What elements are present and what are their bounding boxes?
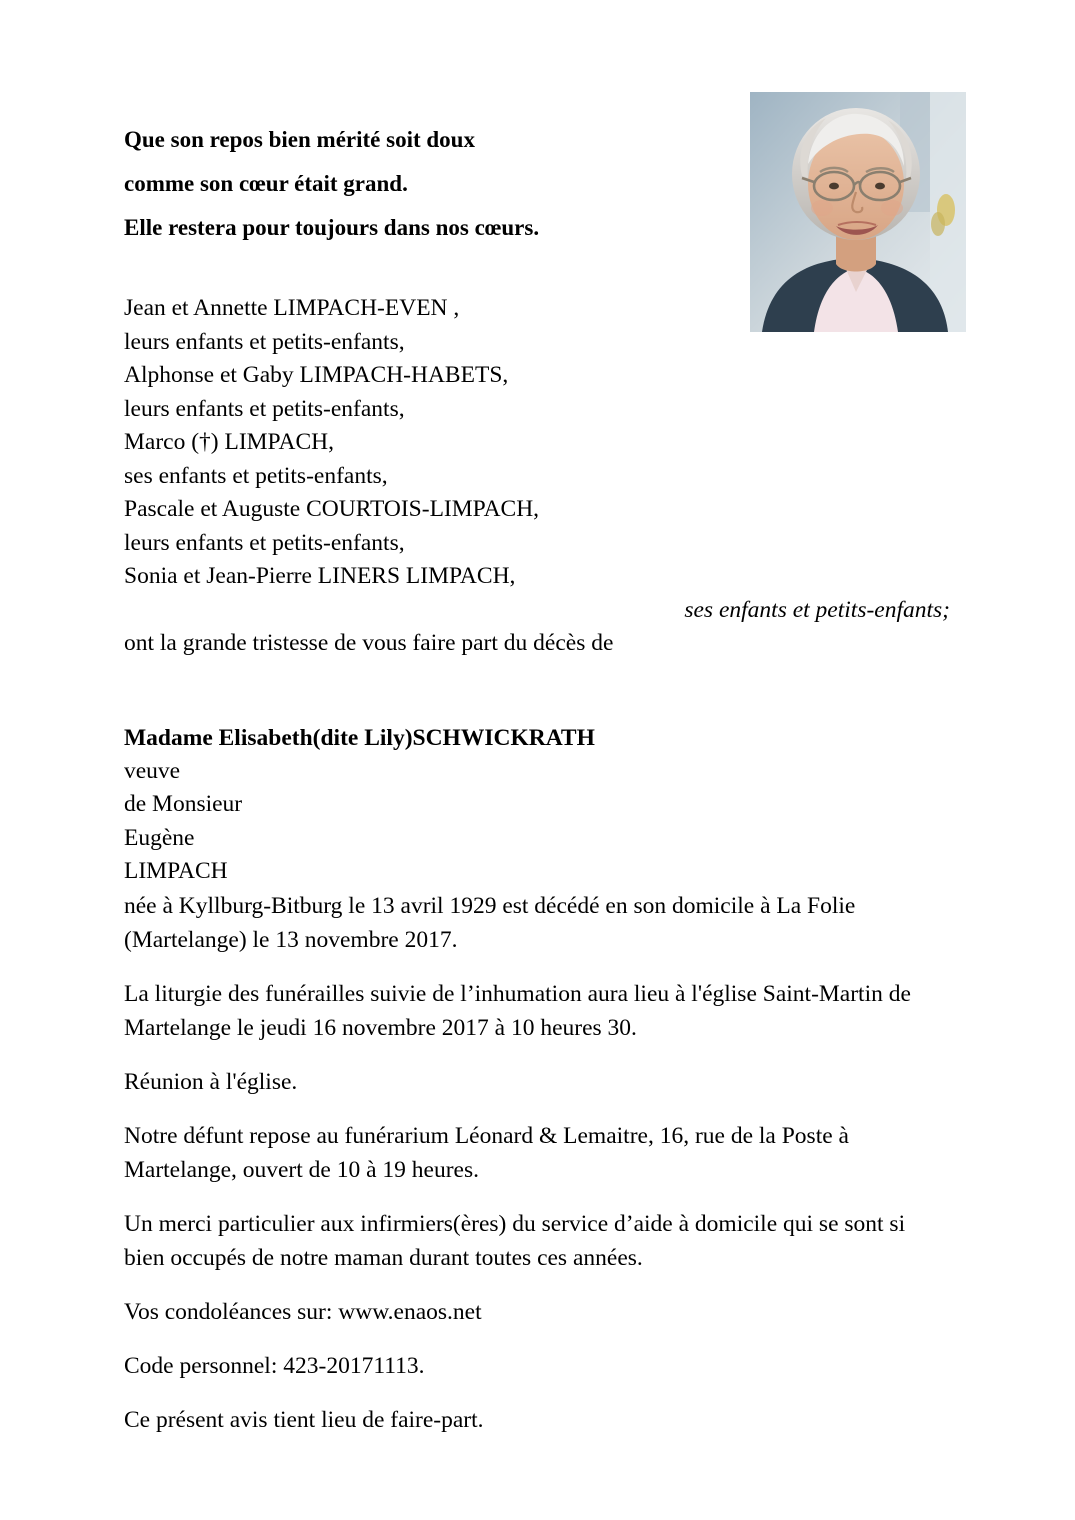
birth-death-paragraph: née à Kyllburg-Bitburg le 13 avril 1929 est décédé en son domicile à La Folie (Martelange) le 13 novembre 2017.	[124, 892, 856, 953]
widow-block	[124, 755, 954, 889]
family-italic-line: ses enfants et petits-enfants;	[684, 596, 950, 623]
family-line-7: Pascale et Auguste COURTOIS-LIMPACH,	[124, 496, 540, 522]
family-line-6: ses enfants et petits-enfants,	[124, 462, 388, 489]
family-line-5: Marco (†) LIMPACH,	[124, 429, 334, 455]
family-line-1: Jean et Annette LIMPACH-EVEN ,	[124, 295, 460, 321]
condolences-paragraph: Vos condoléances sur: www.enaos.net	[124, 1298, 482, 1325]
family-line-9: Sonia et Jean-Pierre LINERS LIMPACH,	[124, 563, 516, 589]
family-line-4: leurs enfants et petits-enfants,	[124, 395, 405, 422]
family-line-3: Alphonse et Gaby LIMPACH-HABETS,	[124, 362, 509, 388]
widow-line-4: LIMPACH	[124, 858, 228, 884]
epitaph-line-1: Que son repos bien mérité soit doux	[124, 127, 475, 152]
thanks-paragraph: Un merci particulier aux infirmiers(ères) du service d’aide à domicile qui se sont si bien occupés de notre maman durant toutes ces années.	[124, 1210, 906, 1271]
document-body	[124, 118, 954, 1437]
family-block	[124, 292, 954, 661]
notice-paragraph: Ce présent avis tient lieu de faire-part.	[124, 1406, 484, 1433]
deceased-name: Madame Elisabeth(dite Lily)SCHWICKRATH	[124, 724, 595, 751]
widow-line-2: de Monsieur	[124, 791, 243, 817]
funeral-home-paragraph: Notre défunt repose au funérarium Léonard & Lemaitre, 16, rue de la Poste à Martelange, ouvert de 10 à 19 heures.	[124, 1122, 849, 1183]
funeral-paragraph: La liturgie des funérailles suivie de l’inhumation aura lieu à l'église Saint-Martin de Martelange le jeudi 16 novembre 2017 à 10 heures 30.	[124, 980, 911, 1041]
widow-line-3: Eugène	[124, 824, 195, 851]
epitaph-line-2: comme son cœur était grand.	[124, 171, 408, 196]
family-line-8: leurs enfants et petits-enfants,	[124, 529, 405, 556]
epitaph-block	[124, 118, 734, 250]
gathering-paragraph: Réunion à l'église.	[124, 1068, 298, 1095]
epitaph-line-3: Elle restera pour toujours dans nos cœurs.	[124, 215, 540, 240]
family-line-2: leurs enfants et petits-enfants,	[124, 328, 405, 355]
personal-code-paragraph: Code personnel: 423-20171113.	[124, 1352, 425, 1379]
announcement-line: ont la grande tristesse de vous faire part du décès de	[124, 630, 614, 656]
widow-line-1: veuve	[124, 757, 181, 784]
